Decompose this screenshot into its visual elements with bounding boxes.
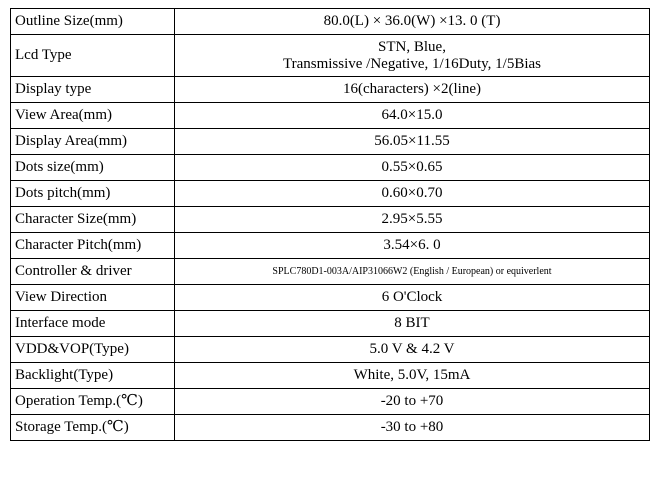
row-value: 0.60×0.70 <box>175 181 650 207</box>
table-row <box>11 285 650 311</box>
table-row <box>11 35 650 77</box>
table-row <box>11 77 650 103</box>
row-value: -20 to +70 <box>175 389 650 415</box>
row-value: 3.54×6. 0 <box>175 233 650 259</box>
row-label: Controller & driver <box>11 259 175 285</box>
row-value-line-2: Transmissive /Negative, 1/16Duty, 1/5Bias <box>282 55 542 72</box>
row-value: 64.0×15.0 <box>175 103 650 129</box>
table-row <box>11 259 650 285</box>
row-value: -30 to +80 <box>175 415 650 441</box>
row-label: VDD&VOP(Type) <box>11 337 175 363</box>
row-value: 6 O'Clock <box>175 285 650 311</box>
row-label: Operation Temp.(℃) <box>11 389 175 415</box>
table-row <box>11 337 650 363</box>
row-label: Outline Size(mm) <box>11 9 175 35</box>
table-row <box>11 155 650 181</box>
table-row <box>11 311 650 337</box>
table-row <box>11 181 650 207</box>
table-row <box>11 103 650 129</box>
table-row <box>11 415 650 441</box>
row-label: Dots size(mm) <box>11 155 175 181</box>
row-label: Lcd Type <box>11 35 175 77</box>
spec-table <box>10 8 650 441</box>
row-value: 16(characters) ×2(line) <box>175 77 650 103</box>
table-row <box>11 9 650 35</box>
row-value: White, 5.0V, 15mA <box>175 363 650 389</box>
row-label: Dots pitch(mm) <box>11 181 175 207</box>
table-row <box>11 363 650 389</box>
row-value: SPLC780D1-003A/AIP31066W2 (English / European) or equiverlent <box>175 259 650 285</box>
row-value: 56.05×11.55 <box>175 129 650 155</box>
table-row <box>11 389 650 415</box>
row-value: 5.0 V & 4.2 V <box>175 337 650 363</box>
row-value-line-1: STN, Blue, <box>378 38 446 55</box>
row-value: 0.55×0.65 <box>175 155 650 181</box>
row-value <box>175 35 650 77</box>
row-value: 2.95×5.55 <box>175 207 650 233</box>
row-label: Character Pitch(mm) <box>11 233 175 259</box>
row-label: Storage Temp.(℃) <box>11 415 175 441</box>
row-value: 8 BIT <box>175 311 650 337</box>
row-label: View Area(mm) <box>11 103 175 129</box>
row-value: 80.0(L) × 36.0(W) ×13. 0 (T) <box>175 9 650 35</box>
table-row <box>11 129 650 155</box>
row-label: Display type <box>11 77 175 103</box>
row-label: View Direction <box>11 285 175 311</box>
row-label: Interface mode <box>11 311 175 337</box>
row-label: Backlight(Type) <box>11 363 175 389</box>
table-row <box>11 207 650 233</box>
table-row <box>11 233 650 259</box>
row-label: Character Size(mm) <box>11 207 175 233</box>
row-label: Display Area(mm) <box>11 129 175 155</box>
